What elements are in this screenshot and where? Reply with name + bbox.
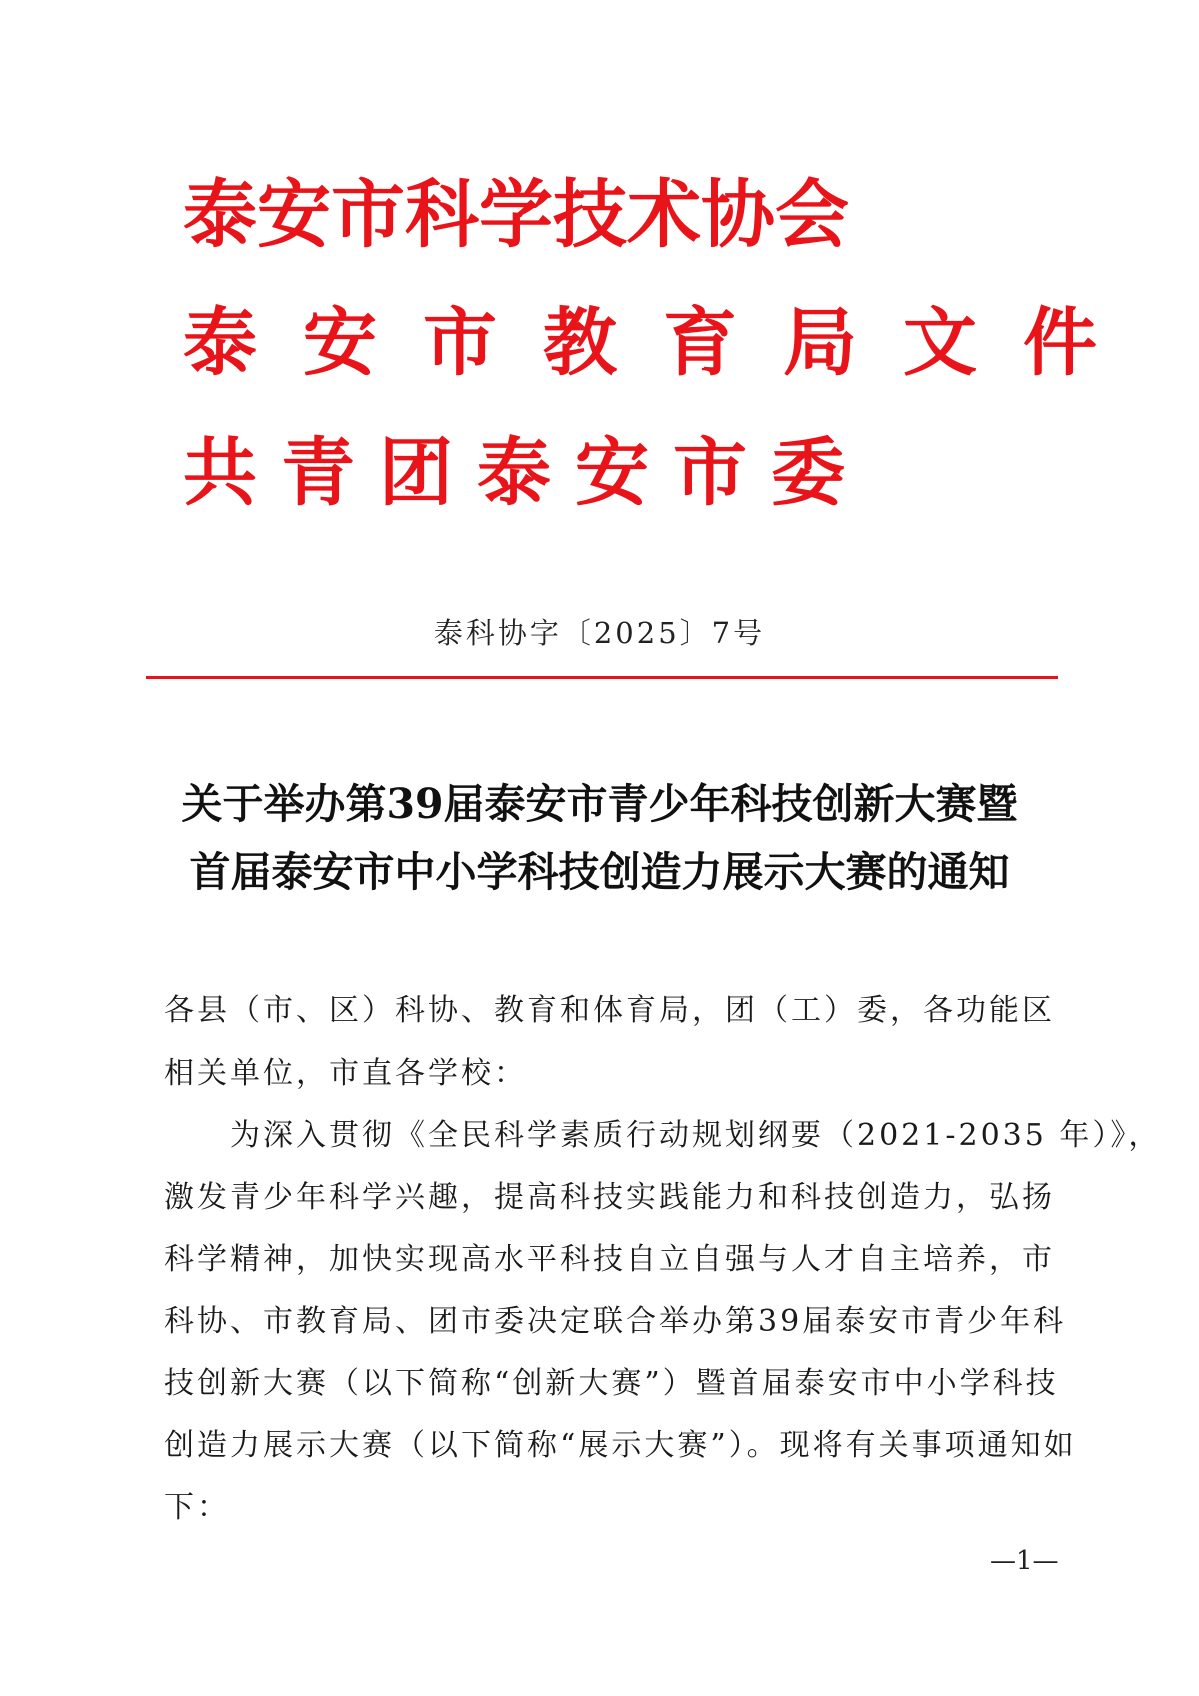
red-divider-line xyxy=(146,676,1058,679)
issuer-line-science-association: 泰安市科学技术协会 xyxy=(183,172,849,258)
document-number: 泰科协字〔2025〕7号 xyxy=(433,616,766,650)
body-line: 科协、市教育局、团市委决定联合举办第39届泰安市青少年科 xyxy=(164,1304,1067,1339)
issuer-line-youth-league: 共青团泰安市委 xyxy=(183,430,869,516)
document-title-line-1: 关于举办第39届泰安市青少年科技创新大赛暨 xyxy=(181,780,1018,828)
issuer-line-education-bureau: 泰安市教育局文件 xyxy=(183,300,1143,386)
page-number: —1— xyxy=(990,1546,1059,1576)
body-paragraph-start: 为深入贯彻《全民科学素质行动规划纲要（2021-2035 年）》， xyxy=(164,1118,1162,1153)
body-line: 技创新大赛（以下简称“创新大赛”）暨首届泰安市中小学科技 xyxy=(164,1366,1059,1401)
body-line: 科学精神，加快实现高水平科技自立自强与人才自主培养，市 xyxy=(164,1242,1055,1277)
document-title-line-2: 首届泰安市中小学科技创造力展示大赛的通知 xyxy=(189,848,1010,896)
body-line: 各县（市、区）科协、教育和体育局，团（工）委，各功能区 xyxy=(164,993,1055,1028)
body-line: 相关单位，市直各学校： xyxy=(164,1056,527,1091)
body-line: 激发青少年科学兴趣，提高科技实践能力和科技创造力，弘扬 xyxy=(164,1180,1055,1215)
body-line: 下： xyxy=(164,1490,230,1525)
body-line: 创造力展示大赛（以下简称“展示大赛”）。现将有关事项通知如 xyxy=(164,1428,1077,1463)
